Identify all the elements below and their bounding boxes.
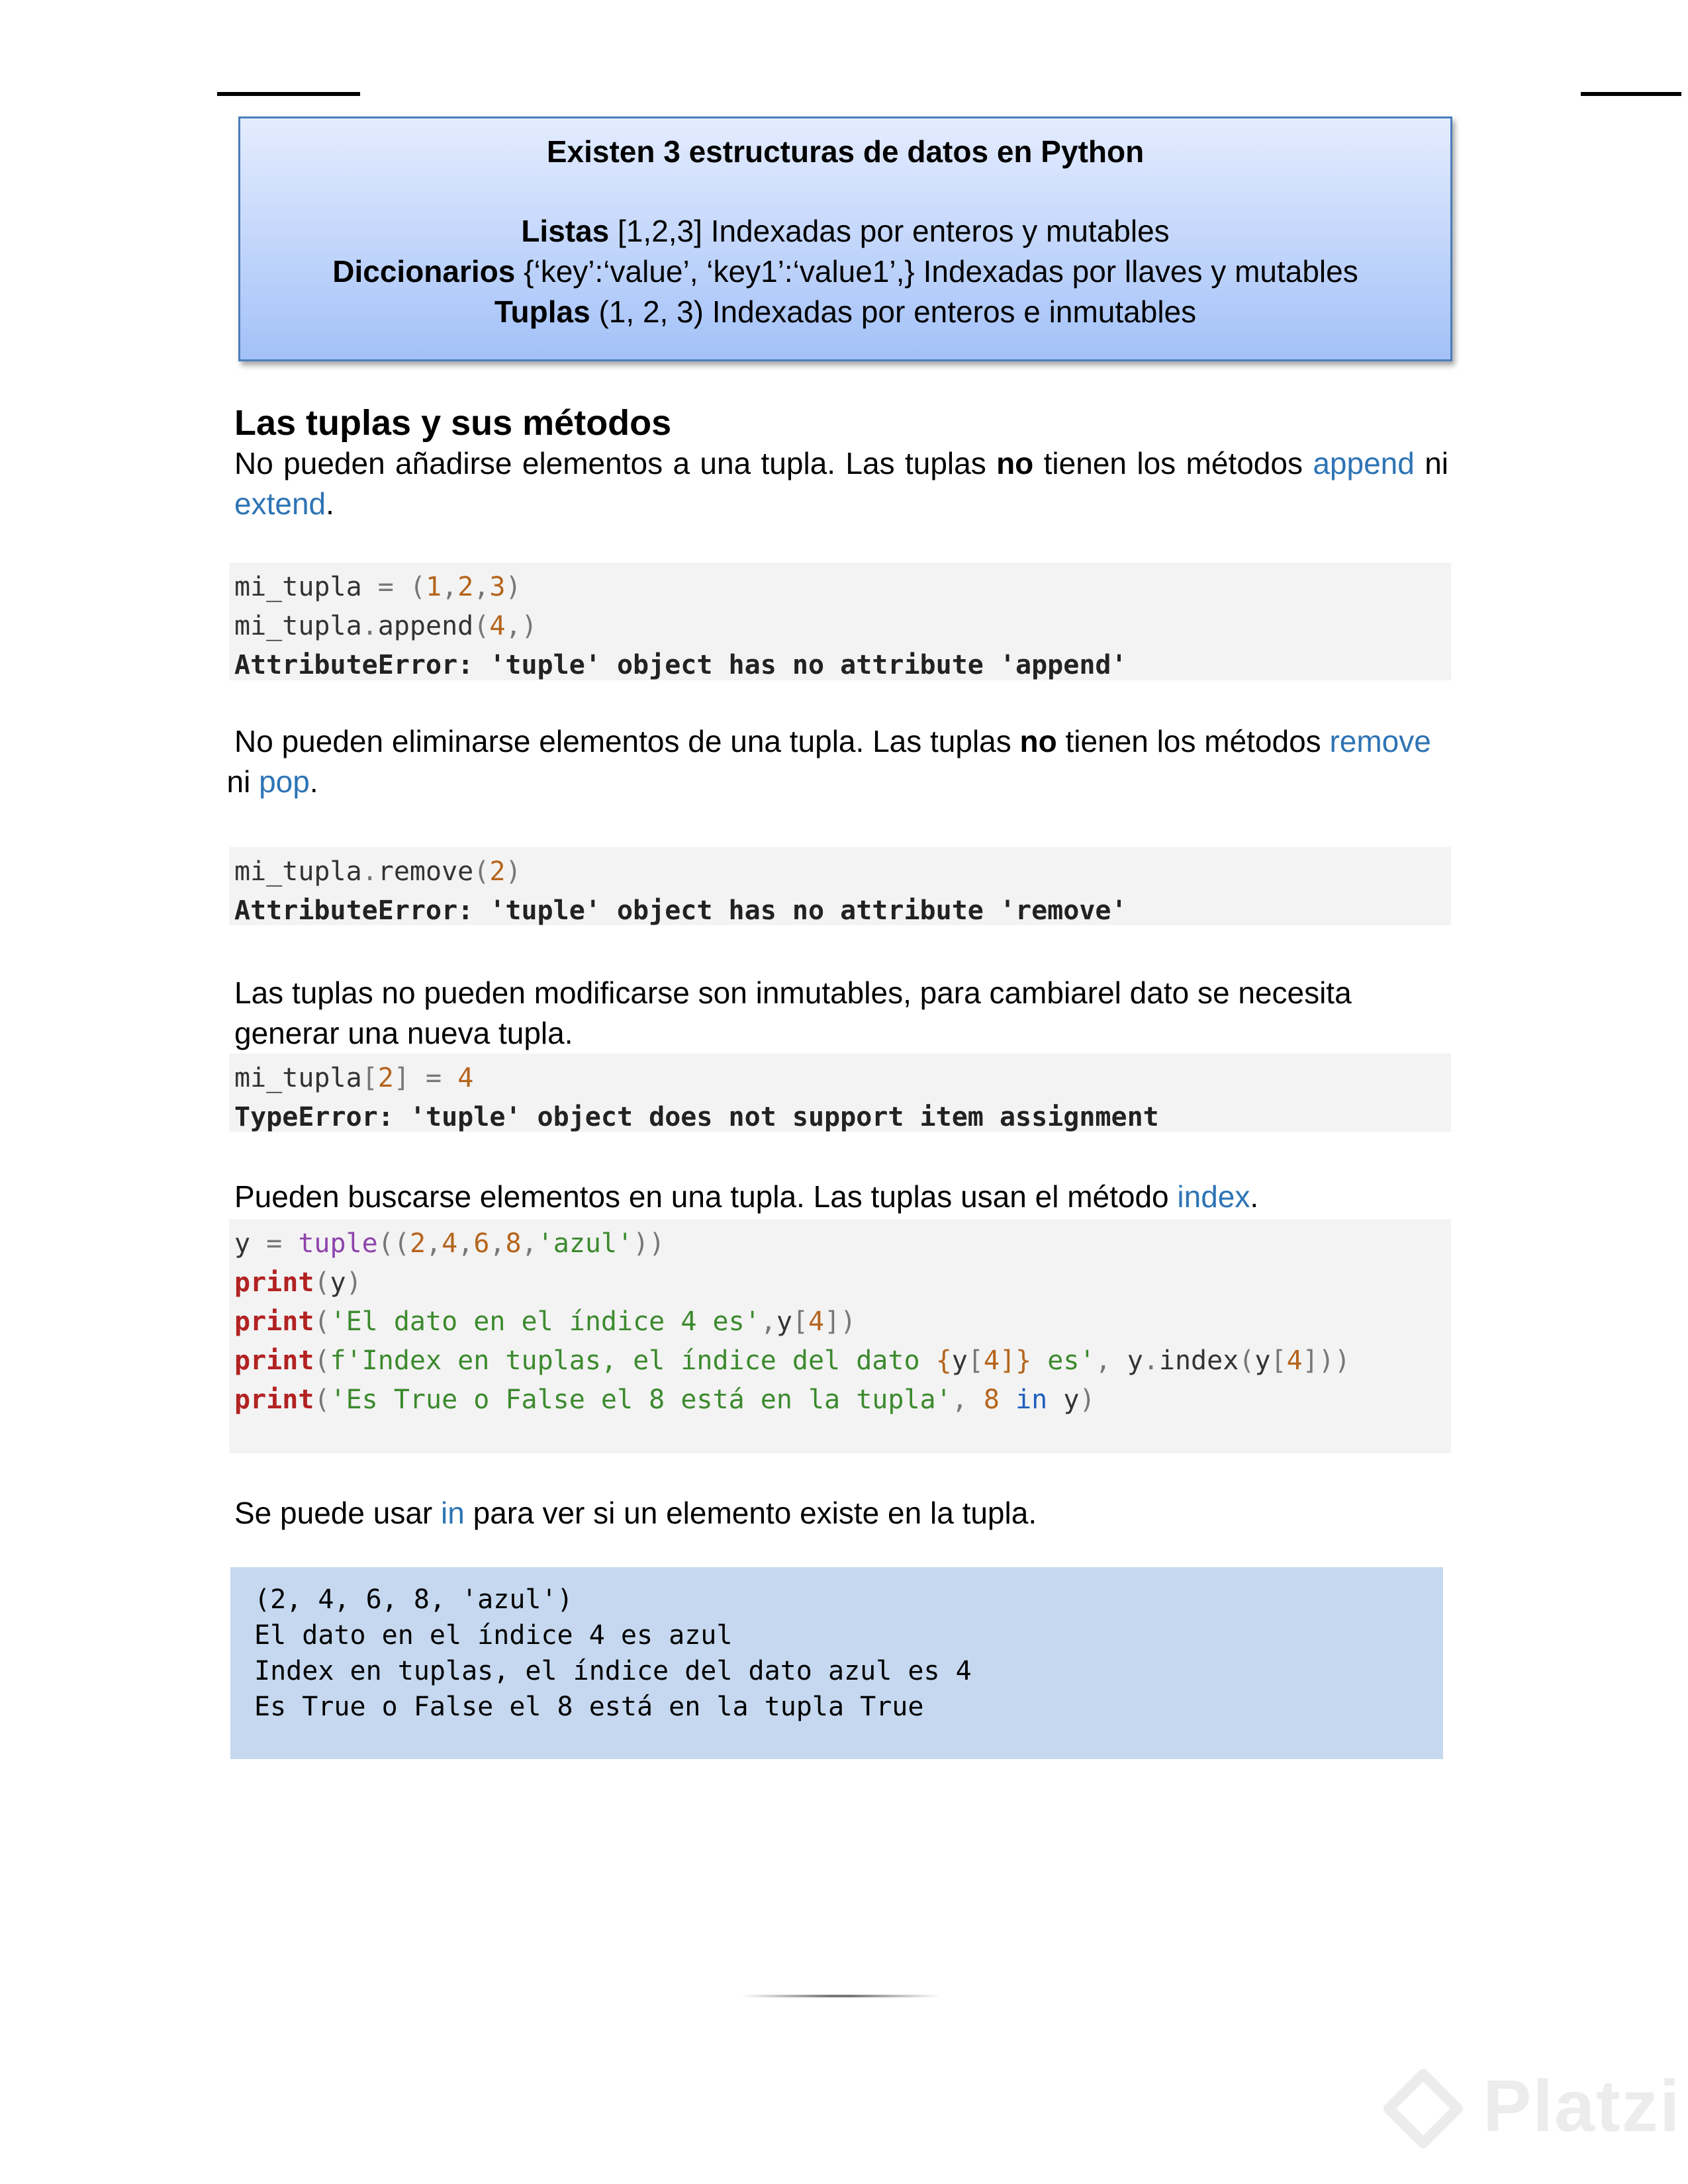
code-line: print(f'Index en tuplas, el índice del dato {y[4]} es', y.index(y[4]))	[234, 1345, 1350, 1376]
section-heading: Las tuplas y sus métodos	[234, 403, 672, 443]
footer-divider	[741, 1995, 940, 1997]
callout-row-listas	[240, 211, 1450, 251]
callout-row-diccionarios	[240, 251, 1450, 292]
code-block-remove	[229, 847, 1451, 925]
pop-link[interactable]: pop	[259, 764, 310, 799]
code-block-assignment	[229, 1054, 1451, 1132]
callout-text: [1,2,3] Indexadas por enteros y mutables	[609, 214, 1170, 248]
callout-term: Diccionarios	[332, 254, 516, 289]
code-line: mi_tupla.remove(2)	[234, 856, 522, 887]
error-line: AttributeError: 'tuple' object has no attribute 'append'	[234, 650, 1127, 680]
callout-text: (1, 2, 3) Indexadas por enteros e inmutables	[590, 295, 1197, 329]
error-line: AttributeError: 'tuple' object has no attribute 'remove'	[234, 895, 1127, 926]
paragraph-index: Pueden buscarse elementos en una tupla. Las tuplas usan el método index.	[234, 1179, 1259, 1214]
code-line: print(y)	[234, 1267, 362, 1298]
callout-text: {‘key’:‘value’, ‘key1’:‘value1’,} Indexadas por llaves y mutables	[515, 254, 1358, 289]
output-block	[230, 1567, 1443, 1759]
code-line: print('El dato en el índice 4 es',y[4])	[234, 1306, 857, 1337]
callout-row-tuplas	[240, 292, 1450, 332]
paragraph-add-elements: No pueden añadirse elementos a una tupla. Las tuplas no tienen los métodos append ni extend.	[234, 446, 1448, 521]
extend-link[interactable]: extend	[234, 486, 326, 521]
index-link[interactable]: index	[1177, 1179, 1250, 1214]
code-block-append	[229, 563, 1451, 680]
code-line: print('Es True o False el 8 está en la tupla', 8 in y)	[234, 1385, 1096, 1415]
in-link[interactable]: in	[441, 1496, 465, 1530]
append-link[interactable]: append	[1313, 446, 1415, 480]
callout-term: Listas	[521, 214, 610, 248]
data-structures-callout	[238, 116, 1452, 361]
callout-title: Existen 3 estructuras de datos en Python	[546, 134, 1145, 169]
callout-term: Tuplas	[494, 295, 590, 329]
remove-link[interactable]: remove	[1329, 724, 1431, 758]
header-rule-right	[1581, 92, 1681, 96]
code-line: mi_tupla = (1,2,3)	[234, 572, 522, 602]
code-line: mi_tupla.append(4,)	[234, 611, 538, 641]
output-line: El dato en el índice 4 es azul	[254, 1620, 733, 1651]
output-line: Index en tuplas, el índice del dato azul es 4	[254, 1656, 972, 1686]
platzi-logo-icon	[1383, 2069, 1463, 2148]
code-line: mi_tupla[2] = 4	[234, 1063, 474, 1093]
header-rule-left	[217, 92, 360, 96]
platzi-watermark	[1383, 2057, 1681, 2156]
paragraph-in-operator: Se puede usar in para ver si un elemento existe en la tupla.	[234, 1496, 1037, 1530]
watermark-text: Platzi	[1483, 2066, 1681, 2147]
code-line: y = tuple((2,4,6,8,'azul'))	[234, 1228, 665, 1259]
code-block-index	[229, 1219, 1451, 1453]
error-line: TypeError: 'tuple' object does not support item assignment	[234, 1102, 1159, 1132]
paragraph-immutable: Las tuplas no pueden modificarse son inmutables, para cambiarel dato se necesita generar una nueva tupla.	[234, 976, 1352, 1050]
output-line: Es True o False el 8 está en la tupla True	[254, 1692, 924, 1722]
paragraph-remove-elements: No pueden eliminarse elementos de una tupla. Las tuplas no tienen los métodos remove ni pop.	[226, 724, 1431, 799]
output-line: (2, 4, 6, 8, 'azul')	[254, 1584, 573, 1615]
